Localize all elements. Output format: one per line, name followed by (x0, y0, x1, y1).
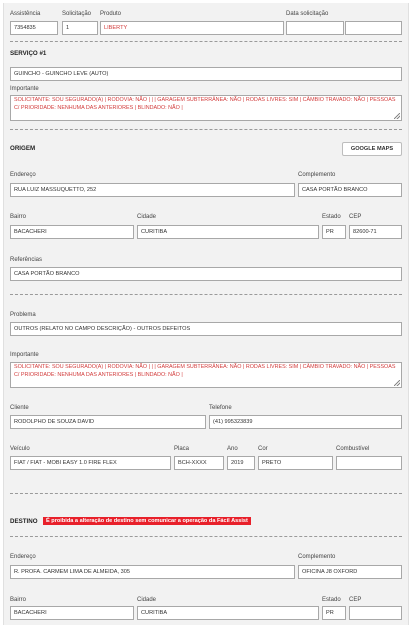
telefone-label: Telefone (209, 405, 232, 411)
data-solicitacao-label: Data solicitação (286, 11, 329, 17)
produto-label: Produto (100, 11, 122, 17)
divider (10, 129, 402, 130)
resize-grip-icon[interactable] (394, 380, 400, 386)
solicitacao-label: Solicitação (62, 11, 92, 17)
servico-importante-textarea[interactable] (10, 95, 402, 121)
cliente-field[interactable]: RODOLPHO DE SOUZA DAVID (10, 415, 206, 429)
problema-importante-textarea[interactable] (10, 362, 402, 388)
destino-endereco-field[interactable]: R. PROFA. CARMEM LIMA DE ALMEIDA, 305 (10, 565, 295, 579)
servico-field[interactable]: GUINCHO - GUINCHO LEVE (AUTO) (10, 67, 402, 81)
origem-estado-label: Estado (322, 214, 341, 220)
servico-importante-label: Importante (10, 86, 39, 92)
origem-cidade-label: Cidade (137, 214, 157, 220)
service-request-form (3, 3, 409, 625)
origem-complemento-label: Complemento (298, 172, 336, 178)
destino-bairro-field[interactable]: BACACHERI (10, 606, 134, 620)
divider (10, 41, 402, 42)
cor-field[interactable]: PRETO (258, 456, 333, 470)
ano-label: Ano (227, 446, 238, 452)
destino-cep-field[interactable] (349, 606, 402, 620)
cor-label: Cor (258, 446, 268, 452)
produto-field[interactable]: LIBERTY (100, 21, 284, 35)
origem-title: ORIGEM (10, 145, 36, 152)
destino-bairro-label: Bairro (10, 597, 27, 603)
destino-estado-label: Estado (322, 597, 341, 603)
divider (10, 536, 402, 537)
problema-field[interactable]: OUTROS (RELATO NO CAMPO DESCRIÇÃO) - OUTROS DEFEITOS (10, 322, 402, 336)
google-maps-button[interactable]: GOOGLE MAPS (342, 142, 402, 156)
placa-label: Placa (174, 446, 190, 452)
origem-bairro-label: Bairro (10, 214, 27, 220)
combustivel-field[interactable] (336, 456, 402, 470)
veiculo-field[interactable]: FIAT / FIAT - MOBI EASY 1.0 FIRE FLEX (10, 456, 171, 470)
ano-field[interactable]: 2019 (227, 456, 255, 470)
assistencia-label: Assistência (10, 11, 41, 17)
origem-cep-label: CEP (349, 214, 362, 220)
divider (10, 294, 402, 295)
destino-warning-badge: É proibida a alteração de destino sem comunicar a operação da Fácil Assist (43, 517, 251, 525)
destino-estado-field[interactable]: PR (322, 606, 346, 620)
origem-cidade-field[interactable]: CURITIBA (137, 225, 319, 239)
origem-endereco-field[interactable]: RUA LUIZ MASSUQUETTO, 252 (10, 183, 295, 197)
problema-importante-text: SOLICITANTE: SOU SEGURADO(A) | RODOVIA: NÃO | | | GARAGEM SUBTERRÂNEA: NÃO | RODAS LIVRES: SIM | CÂMBIO TRAVADO: NÃO | PESSOAS C/ PRIORIDADE: NENHUMA DAS ANTERIORES | BLINDADO: NÃO | (14, 364, 396, 378)
servico-title: SERVIÇO #1 (10, 50, 47, 57)
cliente-label: Cliente (10, 405, 29, 411)
referencias-field[interactable]: CASA PORTÃO BRANCO (10, 267, 402, 281)
data-solicitacao-field[interactable] (286, 21, 344, 35)
origem-endereco-label: Endereço (10, 172, 36, 178)
destino-title: DESTINO (10, 518, 38, 525)
destino-cidade-field[interactable]: CURITIBA (137, 606, 319, 620)
resize-grip-icon[interactable] (394, 113, 400, 119)
origem-bairro-field[interactable]: BACACHERI (10, 225, 134, 239)
destino-cep-label: CEP (349, 597, 362, 603)
destino-complemento-field[interactable]: OFICINA J8 OXFORD (298, 565, 402, 579)
referencias-label: Referências (10, 257, 43, 263)
assistencia-field[interactable]: 7354835 (10, 21, 58, 35)
veiculo-label: Veículo (10, 446, 30, 452)
problema-importante-label: Importante (10, 352, 39, 358)
destino-cidade-label: Cidade (137, 597, 157, 603)
origem-cep-field[interactable]: 82600-71 (349, 225, 402, 239)
destino-complemento-label: Complemento (298, 554, 336, 560)
telefone-field[interactable]: (41) 995323839 (209, 415, 402, 429)
origem-complemento-field[interactable]: CASA PORTÃO BRANCO (298, 183, 402, 197)
problema-label: Problema (10, 312, 36, 318)
divider (10, 493, 402, 494)
solicitacao-field[interactable]: 1 (62, 21, 98, 35)
combustivel-label: Combustível (336, 446, 370, 452)
destino-endereco-label: Endereço (10, 554, 36, 560)
placa-field[interactable]: BCH-XXXX (174, 456, 224, 470)
hora-solicitacao-field[interactable] (345, 21, 402, 35)
origem-estado-field[interactable]: PR (322, 225, 346, 239)
servico-importante-text: SOLICITANTE: SOU SEGURADO(A) | RODOVIA: NÃO | | | GARAGEM SUBTERRÂNEA: NÃO | RODAS LIVRES: SIM | CÂMBIO TRAVADO: NÃO | PESSOAS C/ PRIORIDADE: NENHUMA DAS ANTERIORES | BLINDADO: NÃO | (14, 97, 396, 111)
